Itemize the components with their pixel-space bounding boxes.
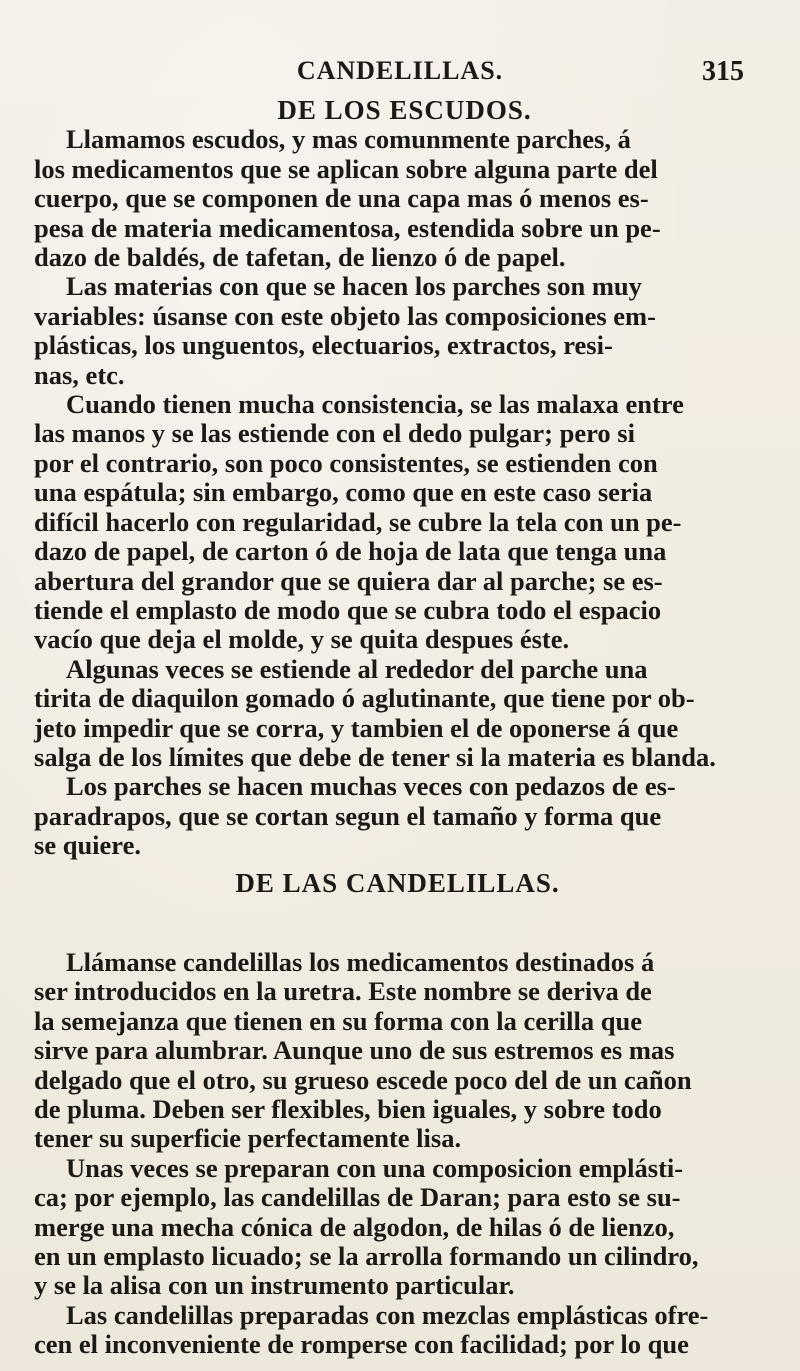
page-body <box>34 96 747 1360</box>
paragraph <box>34 390 747 655</box>
text-line: la semejanza que tienen en su forma con la cerilla que <box>34 1005 642 1036</box>
paragraph <box>34 125 747 272</box>
running-head <box>0 56 800 90</box>
text-line: nas, etc. <box>34 359 125 390</box>
text-line: cen el inconveniente de romperse con facilidad; por lo que <box>34 1329 689 1360</box>
paragraph <box>34 272 747 390</box>
text-line: de pluma. Deben ser flexibles, bien iguales, y sobre todo <box>34 1094 662 1124</box>
text-line: Cuando tienen mucha consistencia, se las malaxa entre <box>66 389 684 420</box>
text-line: los medicamentos que se aplican sobre alguna parte del <box>34 153 658 184</box>
text-line: delgado que el otro, su grueso escede poco del de un cañon <box>34 1064 692 1095</box>
text-line: tirita de diaquilon gomado ó aglutinante, que tiene por ob- <box>34 683 695 714</box>
paragraph <box>34 655 747 773</box>
text-line: y se la alisa con un instrumento particular. <box>34 1270 515 1301</box>
section-heading-candelillas: DE LAS CANDELILLAS. <box>235 867 560 898</box>
text-line: Llámanse candelillas los medicamentos destinados á <box>66 946 655 977</box>
text-line: dazo de baldés, de tafetan, de lienzo ó de papel. <box>34 242 566 273</box>
running-head-title: CANDELILLAS. <box>296 56 504 85</box>
paragraph <box>34 1301 747 1360</box>
text-line: paradrapos, que se cortan segun el tamaño y forma que <box>34 800 662 831</box>
text-line: por el contrario, son poco consistentes, se estienden con <box>34 447 658 478</box>
text-line: salga de los límites que debe de tener si la materia es blanda. <box>34 741 716 772</box>
text-line: jeto impedir que se corra, y tambien el de oponerse á que <box>34 712 679 743</box>
text-line: tener su superficie perfectamente lisa. <box>34 1123 462 1154</box>
text-line: abertura del grandor que se quiera dar al parche; se es- <box>34 565 663 596</box>
text-line: pesa de materia medicamentosa, estendida sobre un pe- <box>34 212 661 243</box>
text-line: Unas veces se preparan con una composicion emplásti- <box>66 1152 684 1183</box>
text-line: una espátula; sin embargo, como que en este caso seria <box>34 477 653 508</box>
text-line: variables: úsanse con este objeto las composiciones em- <box>34 300 656 331</box>
paragraph <box>34 1154 747 1301</box>
text-line: difícil hacerlo con regularidad, se cubre la tela con un pe- <box>34 506 682 537</box>
text-line: vacío que deja el molde, y se quita despues éste. <box>34 624 570 655</box>
text-line: las manos y se las estiende con el dedo pulgar; pero si <box>34 418 635 449</box>
section-heading-escudos: DE LOS ESCUDOS. <box>277 95 532 125</box>
text-line: merge una mecha cónica de algodon, de hilas ó de lienzo, <box>34 1211 675 1242</box>
paragraph <box>34 772 747 860</box>
text-line: Las materias con que se hacen los parches son muy <box>66 271 642 302</box>
text-line: Los parches se hacen muchas veces con pedazos de es- <box>66 771 676 802</box>
text-line: plásticas, los unguentos, electuarios, extractos, resi- <box>34 330 613 361</box>
text-line: se quiere. <box>34 830 141 861</box>
text-line: ca; por ejemplo, las candelillas de Daran; para esto se su- <box>34 1182 681 1213</box>
paragraph <box>34 948 747 1154</box>
text-line: ser introducidos en la uretra. Este nombre se deriva de <box>34 976 652 1007</box>
text-line: sirve para alumbrar. Aunque uno de sus estremos es mas <box>34 1035 675 1066</box>
text-line: Las candelillas preparadas con mezclas emplásticas ofre- <box>66 1299 709 1330</box>
page-number: 315 <box>702 56 744 87</box>
text-line: en un emplasto licuado; se la arrolla formando un cilindro, <box>34 1241 699 1272</box>
text-line: cuerpo, que se componen de una capa mas ó menos es- <box>34 183 649 214</box>
text-line: Algunas veces se estiende al rededor del parche una <box>66 653 648 684</box>
text-line: tiende el emplasto de modo que se cubra todo el espacio <box>34 594 662 625</box>
text-line: dazo de papel, de carton ó de hoja de lata que tenga una <box>34 536 667 567</box>
text-line: Llamamos escudos, y mas comunmente parches, á <box>66 124 631 155</box>
